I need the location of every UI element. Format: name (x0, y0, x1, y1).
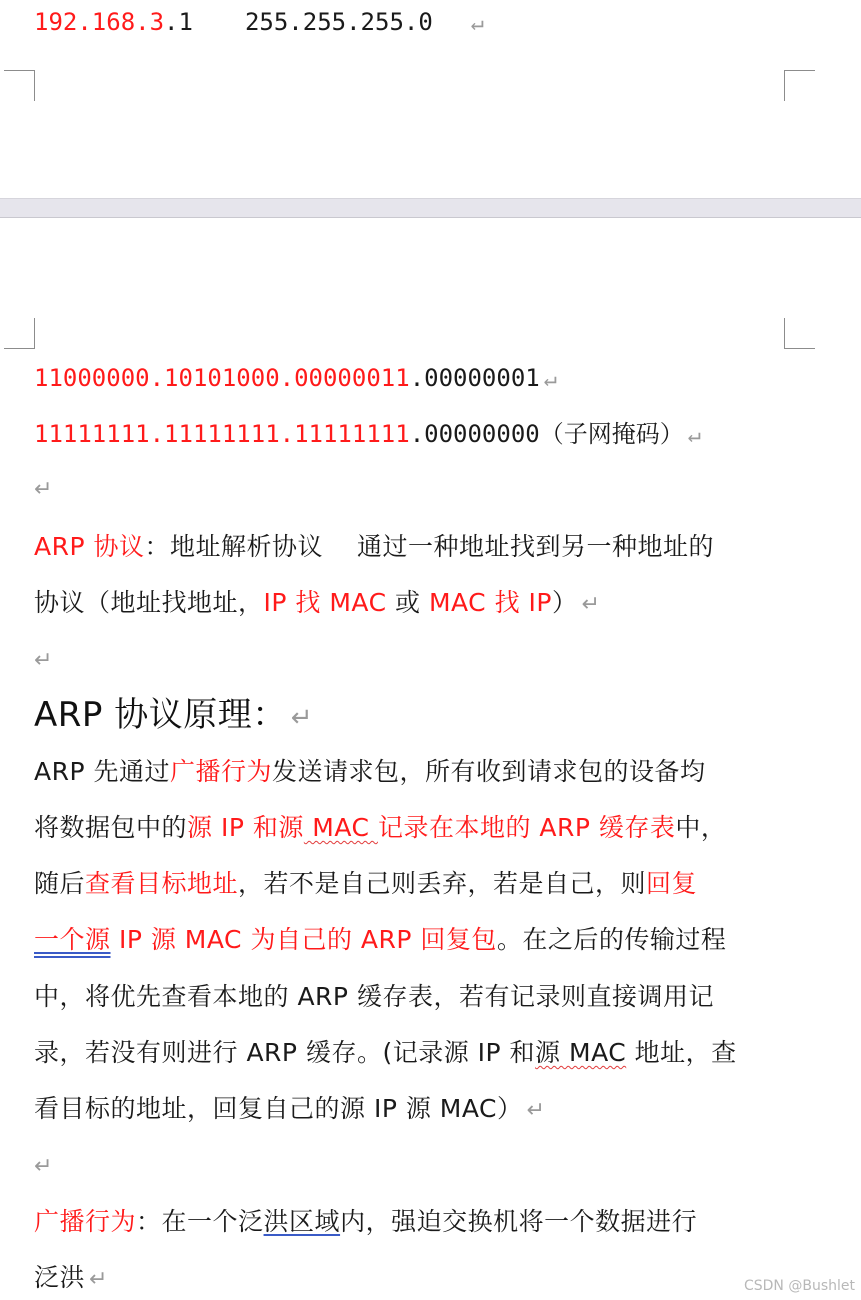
arp-definition-text: 地址解析协议 (170, 532, 324, 561)
paragraph-mark-icon: ↵ (34, 1154, 53, 1179)
arp-definition-line-2 (34, 587, 600, 621)
binary-network-part: 11000000.10101000.00000011 (34, 364, 410, 392)
subnet-mask: 255.255.255.0 (244, 8, 433, 36)
margin-corner-mark (4, 318, 35, 349)
text: 随后 (34, 869, 86, 898)
principle-line-7 (34, 1093, 545, 1127)
paragraph-mark-icon: ↵ (543, 367, 557, 392)
binary-mask-host: .00000000（子网掩码） (409, 420, 684, 448)
paragraph-mark-icon: ↵ (526, 1098, 546, 1123)
highlight-reply-packet: IP 源 MAC 为自己的 ARP 回复包 (110, 925, 497, 954)
paragraph-mark-icon: ↵ (34, 477, 53, 502)
principle-line-5 (34, 981, 714, 1013)
document-page-top (0, 0, 861, 198)
principle-line-2 (34, 812, 726, 844)
colon: ： (136, 1207, 162, 1236)
text: 中， (675, 813, 727, 842)
spellcheck-source-mac: 源 MAC (535, 1038, 627, 1067)
binary-host-part: .00000001 (409, 364, 540, 392)
margin-corner-mark (784, 318, 815, 349)
arp-term: ARP 协议 (34, 532, 145, 561)
arp-definition-text: 协议（地址找地址， (34, 588, 264, 617)
section-heading (34, 694, 313, 739)
text: ，若不是自己则丢弃，若是自己，则 (238, 869, 647, 898)
broadcast-term: 广播行为 (34, 1207, 137, 1236)
heading-text: ARP 协议原理： (34, 695, 287, 735)
text: 将数据包中的 (34, 813, 188, 842)
principle-line-6 (34, 1037, 737, 1069)
principle-line-1 (34, 756, 706, 788)
ip-network-part: 192.168.3 (34, 8, 165, 36)
highlight-check-target: 查看目标地址 (85, 869, 239, 898)
arp-definition-text: 通过一种地址找到另一种地址的 (357, 532, 715, 561)
paragraph-mark-icon: ↵ (34, 648, 53, 673)
text: 泛洪 (34, 1263, 86, 1292)
ip-find-mac: IP 找 MAC (263, 588, 387, 617)
text: 看目标的地址，回复自己的源 IP 源 MAC） (34, 1094, 523, 1123)
underlined-flood-domain: 洪区域 (263, 1207, 341, 1236)
broadcast-definition-line-1 (34, 1206, 697, 1238)
highlight-arp-cache: 记录在本地的 ARP 缓存表 (377, 813, 676, 842)
empty-paragraph (34, 1149, 53, 1183)
text: 内，强迫交换机将一个数据进行 (340, 1207, 698, 1236)
highlight-reply: 回复 (646, 869, 698, 898)
paragraph-mark-icon: ↵ (89, 1267, 108, 1292)
paragraph-mark-icon: ↵ (687, 423, 701, 448)
ip-host-part: .1 (164, 8, 193, 36)
highlight-mac-spellcheck: MAC (303, 813, 378, 842)
colon: ： (144, 532, 171, 561)
text: 地址，查 (626, 1038, 737, 1067)
margin-corner-mark (4, 70, 35, 101)
binary-mask-network: 11111111.11111111.11111111 (34, 420, 410, 448)
text: 录，若没有则进行 ARP 缓存。(记录源 IP 和 (34, 1038, 536, 1067)
text: ARP 先通过 (34, 757, 170, 786)
text: 在一个泛 (161, 1207, 264, 1236)
text: 发送请求包，所有收到请求包的设备均 (272, 757, 706, 786)
or-text: 或 (386, 588, 429, 617)
highlight-broadcast: 广播行为 (170, 757, 273, 786)
closing-paren: ） (551, 588, 578, 617)
page-separator (0, 198, 861, 218)
highlight-source-ip: 源 IP 和源 (187, 813, 304, 842)
paragraph-mark-icon: ↵ (581, 592, 601, 617)
mac-find-ip: MAC 找 IP (428, 588, 552, 617)
paragraph-mark-icon: ↵ (290, 703, 313, 733)
highlight-reply-source: 一个源 (34, 925, 111, 954)
text: 。在之后的传输过程 (496, 925, 727, 954)
empty-paragraph (34, 472, 53, 506)
arp-definition-line-1 (34, 531, 714, 563)
watermark: CSDN @Bushlet (743, 1278, 855, 1294)
margin-corner-mark (784, 70, 815, 101)
empty-paragraph (34, 643, 53, 677)
binary-mask-line (34, 418, 701, 452)
broadcast-definition-line-2 (34, 1262, 108, 1296)
paragraph-mark-icon: ↵ (470, 11, 485, 36)
principle-line-3 (34, 868, 697, 900)
principle-line-4 (34, 924, 726, 956)
binary-ip-line (34, 362, 557, 396)
ip-address-line (34, 6, 484, 40)
text: 中，将优先查看本地的 ARP 缓存表，若有记录则直接调用记 (34, 982, 714, 1011)
